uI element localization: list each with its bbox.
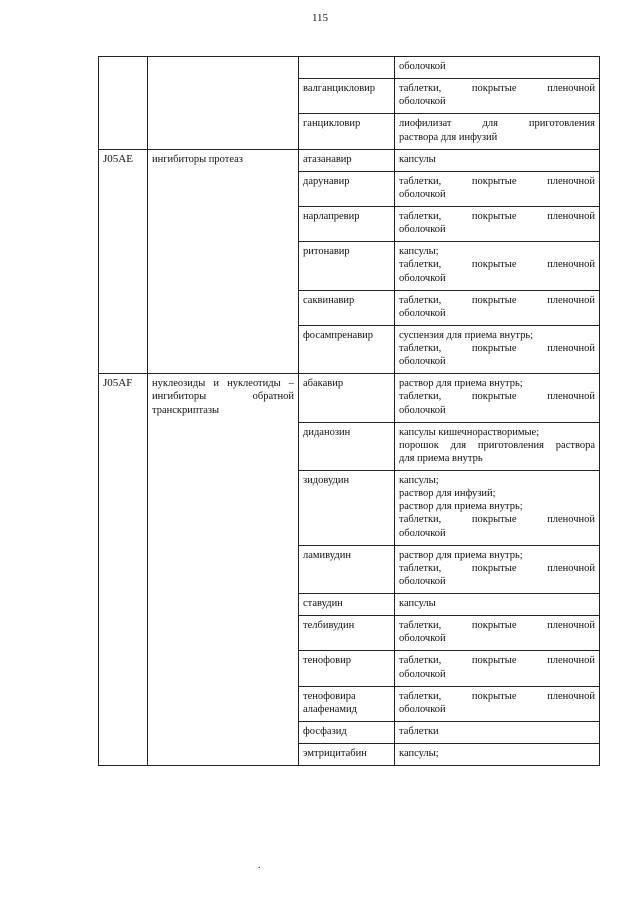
dosage-form-line: таблетки, покрытые пленочной: [399, 690, 595, 702]
dosage-form-line: таблетки, покрытые пленочной: [399, 655, 595, 667]
drug-name-cell: валганцикловир: [299, 79, 395, 114]
dosage-form-line: порошок для приготовления раствора: [399, 439, 595, 451]
dosage-form-line: капсулы: [399, 598, 436, 609]
dosage-form-line: оболочкой: [399, 668, 446, 680]
bottom-mark: .: [258, 860, 261, 871]
dosage-form-line: таблетки, покрытые пленочной: [399, 514, 595, 526]
dosage-form-cell: [395, 325, 600, 373]
dosage-form-cell: [395, 471, 600, 546]
drug-name-cell: абакавир: [299, 374, 395, 422]
group-name-cell: нуклеозиды и нуклеотиды – ингибиторы обратной транскриптазы: [148, 374, 299, 766]
dosage-form-cell: [395, 422, 600, 470]
dosage-form-line: таблетки, покрытые пленочной: [399, 294, 595, 306]
drug-name-cell: ритонавир: [299, 242, 395, 290]
dosage-form-line: раствор для приема внутрь;: [399, 549, 523, 561]
drug-name-cell: ламивудин: [299, 545, 395, 593]
dosage-form-line: для приема внутрь: [399, 452, 483, 464]
dosage-form-line: раствор для приема внутрь;: [399, 501, 523, 513]
dosage-form-line: раствор для приема внутрь;: [399, 378, 523, 390]
drug-name-cell: ганцикловир: [299, 114, 395, 149]
group-name-cell: [148, 57, 299, 150]
dosage-form-cell: [395, 721, 600, 743]
drug-name-cell: атазанавир: [299, 149, 395, 171]
drug-name-cell: [299, 57, 395, 79]
drug-name-cell: дарунавир: [299, 171, 395, 206]
drug-table: [98, 56, 600, 766]
dosage-form-cell: [395, 114, 600, 149]
dosage-form-line: оболочкой: [399, 224, 446, 236]
table-row: [99, 374, 600, 422]
drug-name-cell: диданозин: [299, 422, 395, 470]
dosage-form-line: таблетки, покрытые пленочной: [399, 343, 595, 354]
dosage-form-cell: [395, 651, 600, 686]
dosage-form-line: лиофилизат для приготовления: [399, 118, 595, 130]
dosage-form-cell: [395, 242, 600, 290]
dosage-form-line: капсулы;: [399, 475, 439, 486]
page-number: 115: [311, 12, 329, 24]
drug-name-cell: фосфазид: [299, 721, 395, 743]
dosage-form-line: капсулы;: [399, 246, 439, 258]
dosage-form-line: оболочкой: [399, 307, 446, 319]
dosage-form-line: таблетки, покрытые пленочной: [399, 562, 595, 574]
drug-name-cell: саквинавир: [299, 290, 395, 325]
dosage-form-line: оболочкой: [399, 575, 446, 587]
dosage-form-line: оболочкой: [399, 633, 446, 645]
dosage-form-line: таблетки, покрытые пленочной: [399, 175, 595, 187]
dosage-form-line: оболочкой: [399, 188, 446, 200]
atc-code-cell: J05AF: [99, 374, 148, 766]
dosage-form-line: капсулы кишечнорастворимые;: [399, 426, 540, 438]
dosage-form-cell: [395, 374, 600, 422]
atc-code-cell: [99, 57, 148, 150]
dosage-form-line: таблетки, покрытые пленочной: [399, 83, 595, 95]
table-body: [99, 57, 600, 766]
dosage-form-line: оболочкой: [399, 96, 446, 108]
drug-name-cell: фосампренавир: [299, 325, 395, 373]
dosage-form-line: суспензия для приема внутрь;: [399, 329, 534, 341]
dosage-form-line: раствор для инфузий;: [399, 488, 496, 500]
dosage-form-line: оболочкой: [399, 356, 446, 368]
dosage-form-cell: [395, 171, 600, 206]
drug-name-cell: тенофовир: [299, 651, 395, 686]
dosage-form-line: таблетки, покрытые пленочной: [399, 211, 595, 222]
group-name-cell: ингибиторы протеаз: [148, 149, 299, 374]
dosage-form-cell: [395, 594, 600, 616]
dosage-form-cell: [395, 744, 600, 766]
dosage-form-cell: [395, 149, 600, 171]
drug-name-cell: зидовудин: [299, 471, 395, 546]
dosage-form-cell: [395, 207, 600, 242]
atc-code-cell: J05AE: [99, 149, 148, 374]
dosage-form-cell: [395, 79, 600, 114]
dosage-form-cell: [395, 545, 600, 593]
dosage-form-line: капсулы: [399, 153, 436, 165]
dosage-form-line: таблетки: [399, 725, 439, 737]
table-row: [99, 57, 600, 79]
drug-name-cell: телбивудин: [299, 616, 395, 651]
table-row: [99, 149, 600, 171]
dosage-form-cell: [395, 57, 600, 79]
dosage-form-line: оболочкой: [399, 61, 446, 72]
dosage-form-cell: [395, 686, 600, 721]
drug-name-cell: эмтрицитабин: [299, 744, 395, 766]
dosage-form-cell: [395, 290, 600, 325]
dosage-form-line: таблетки, покрытые пленочной: [399, 391, 595, 403]
dosage-form-cell: [395, 616, 600, 651]
dosage-form-line: оболочкой: [399, 272, 446, 284]
dosage-form-line: оболочкой: [399, 703, 446, 715]
dosage-form-line: раствора для инфузий: [399, 131, 498, 143]
drug-name-cell: тенофовира алафенамид: [299, 686, 395, 721]
drug-name-cell: ставудин: [299, 594, 395, 616]
dosage-form-line: оболочкой: [399, 404, 446, 416]
drug-name-cell: нарлапревир: [299, 207, 395, 242]
dosage-form-line: оболочкой: [399, 527, 446, 539]
dosage-form-line: таблетки, покрытые пленочной: [399, 620, 595, 632]
dosage-form-line: капсулы;: [399, 748, 439, 759]
dosage-form-line: таблетки, покрытые пленочной: [399, 259, 595, 271]
